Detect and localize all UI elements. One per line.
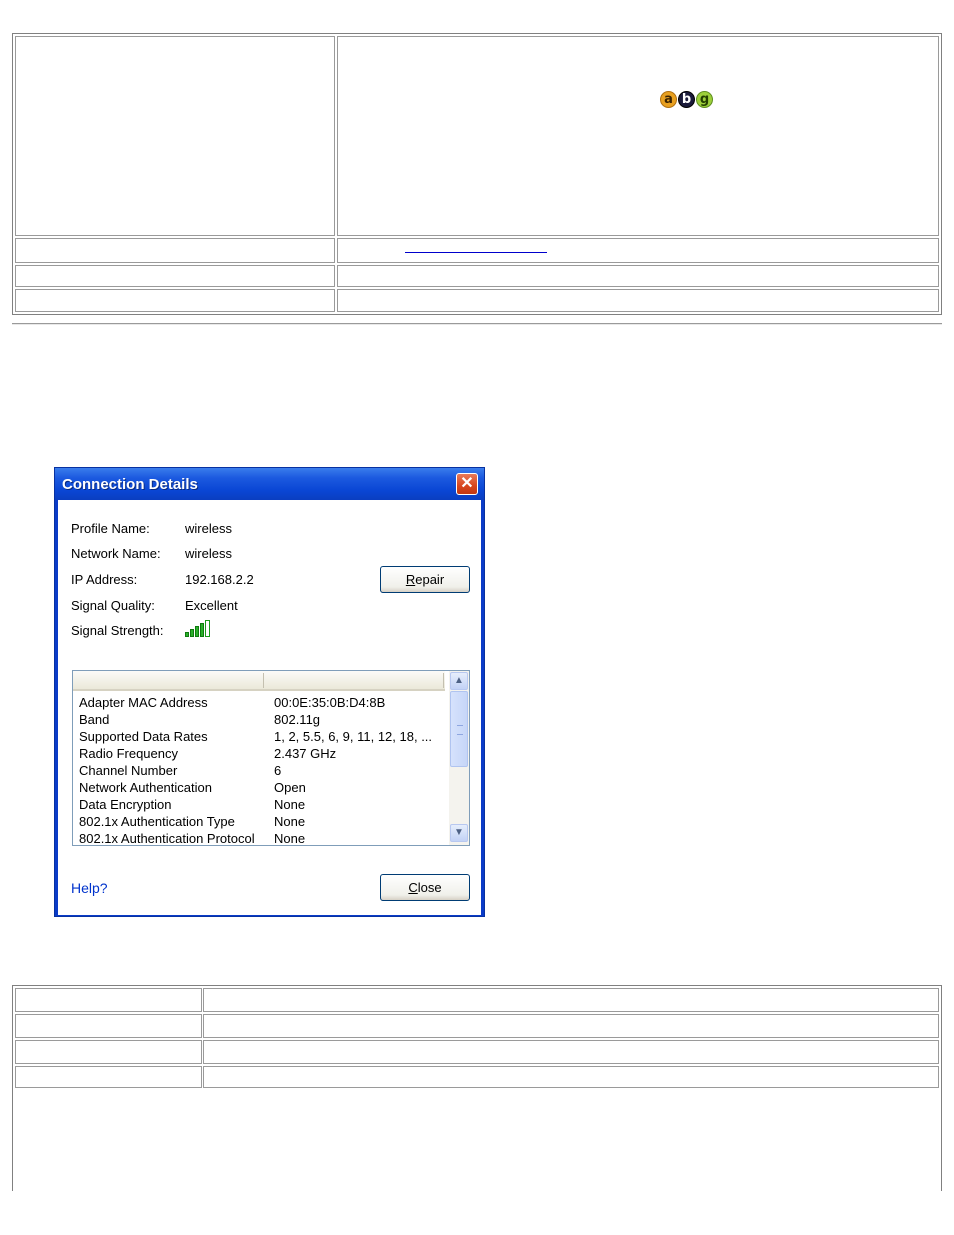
list-item[interactable] [79, 729, 445, 746]
table-cell-top-right [337, 36, 939, 236]
table-cell-b2-right [203, 1014, 939, 1038]
table-cell-row2-right [337, 238, 939, 263]
profile-name-label: Profile Name: [71, 521, 150, 536]
network-name-value: wireless [185, 546, 232, 561]
top-document-table [12, 33, 942, 315]
connection-details-dialog [54, 467, 485, 917]
bottom-document-table [12, 985, 942, 1191]
signal-bar [205, 620, 210, 637]
list-item[interactable] [79, 780, 445, 797]
close-label: lose [417, 880, 442, 895]
repair-button[interactable] [380, 566, 470, 593]
repair-mnemonic: R [405, 572, 416, 587]
table-cell-b1-right [203, 988, 939, 1012]
table-cell-b4-right [203, 1066, 939, 1088]
detail-value: 802.11g [274, 712, 321, 727]
connection-details-list[interactable] [72, 670, 470, 846]
detail-value: 00:0E:35:0B:D4:8B [274, 695, 386, 710]
detail-key: Radio Frequency [79, 746, 178, 761]
horizontal-rule [12, 323, 942, 325]
signal-bar [200, 623, 204, 637]
profile-name-value: wireless [185, 521, 232, 536]
band-b-icon: b [678, 91, 695, 108]
detail-value: 2.437 GHz [274, 746, 337, 761]
table-cell-b1-left [15, 988, 202, 1012]
list-item[interactable] [79, 797, 445, 814]
detail-key: Supported Data Rates [79, 729, 208, 744]
signal-strength-label: Signal Strength: [71, 623, 164, 638]
detail-value: Open [274, 780, 306, 795]
list-header[interactable] [73, 671, 445, 691]
signal-strength-icon [185, 621, 210, 637]
scroll-thumb[interactable] [450, 691, 468, 767]
column-divider[interactable] [263, 673, 264, 688]
close-mnemonic: C [408, 880, 418, 895]
list-item[interactable] [79, 831, 445, 846]
list-rows [79, 695, 445, 846]
detail-key: Band [79, 712, 110, 727]
signal-bar [195, 626, 199, 637]
signal-quality-label: Signal Quality: [71, 598, 155, 613]
list-item[interactable] [79, 814, 445, 831]
network-name-label: Network Name: [71, 546, 161, 561]
detail-key: Network Authentication [79, 780, 212, 795]
column-divider[interactable] [443, 673, 444, 688]
table-cell-top-left [15, 36, 335, 236]
detail-key: 802.1x Authentication Type [79, 814, 235, 829]
abg-band-icon [660, 91, 713, 111]
vertical-scrollbar[interactable] [449, 671, 469, 845]
detail-key: 802.1x Authentication Protocol [79, 831, 255, 846]
detail-value: None [274, 814, 306, 829]
detail-value: 1, 2, 5.5, 6, 9, 11, 12, 18, ... [274, 729, 433, 744]
signal-bar [190, 629, 194, 637]
dialog-title: Connection Details [62, 476, 198, 493]
ip-address-value: 192.168.2.2 [185, 572, 254, 587]
dialog-titlebar[interactable] [55, 468, 484, 500]
detail-key: Data Encryption [79, 797, 172, 812]
repair-label: epair [415, 572, 445, 587]
close-button[interactable] [380, 874, 470, 901]
table-cell-b2-left [15, 1014, 202, 1038]
signal-quality-value: Excellent [185, 598, 238, 613]
table-cell-b4-left [15, 1066, 202, 1088]
scroll-up-icon[interactable]: ▲ [450, 672, 468, 690]
table-cell-row4-left [15, 289, 335, 312]
signal-bar [185, 632, 189, 637]
scroll-down-icon[interactable]: ▼ [450, 824, 468, 842]
detail-value: None [274, 831, 306, 846]
detail-value: 6 [274, 763, 282, 778]
detail-value: None [274, 797, 306, 812]
table-cell-row2-left [15, 238, 335, 263]
table-cell-row4-right [337, 289, 939, 312]
list-item[interactable] [79, 763, 445, 780]
band-a-icon: a [660, 91, 677, 108]
ip-address-label: IP Address: [71, 572, 138, 587]
help-link[interactable]: Help? [71, 880, 108, 896]
table-cell-b3-left [15, 1040, 202, 1064]
table-cell-row3-left [15, 265, 335, 287]
close-icon[interactable]: ✕ [456, 473, 478, 495]
detail-key: Channel Number [79, 763, 178, 778]
band-g-icon: g [696, 91, 713, 108]
list-item[interactable] [79, 712, 445, 729]
table-cell-row3-right [337, 265, 939, 287]
hyperlink-underline[interactable] [405, 252, 547, 253]
table-cell-b3-right [203, 1040, 939, 1064]
list-item[interactable] [79, 695, 445, 712]
list-item[interactable] [79, 746, 445, 763]
detail-key: Adapter MAC Address [79, 695, 208, 710]
dialog-body [58, 500, 481, 915]
